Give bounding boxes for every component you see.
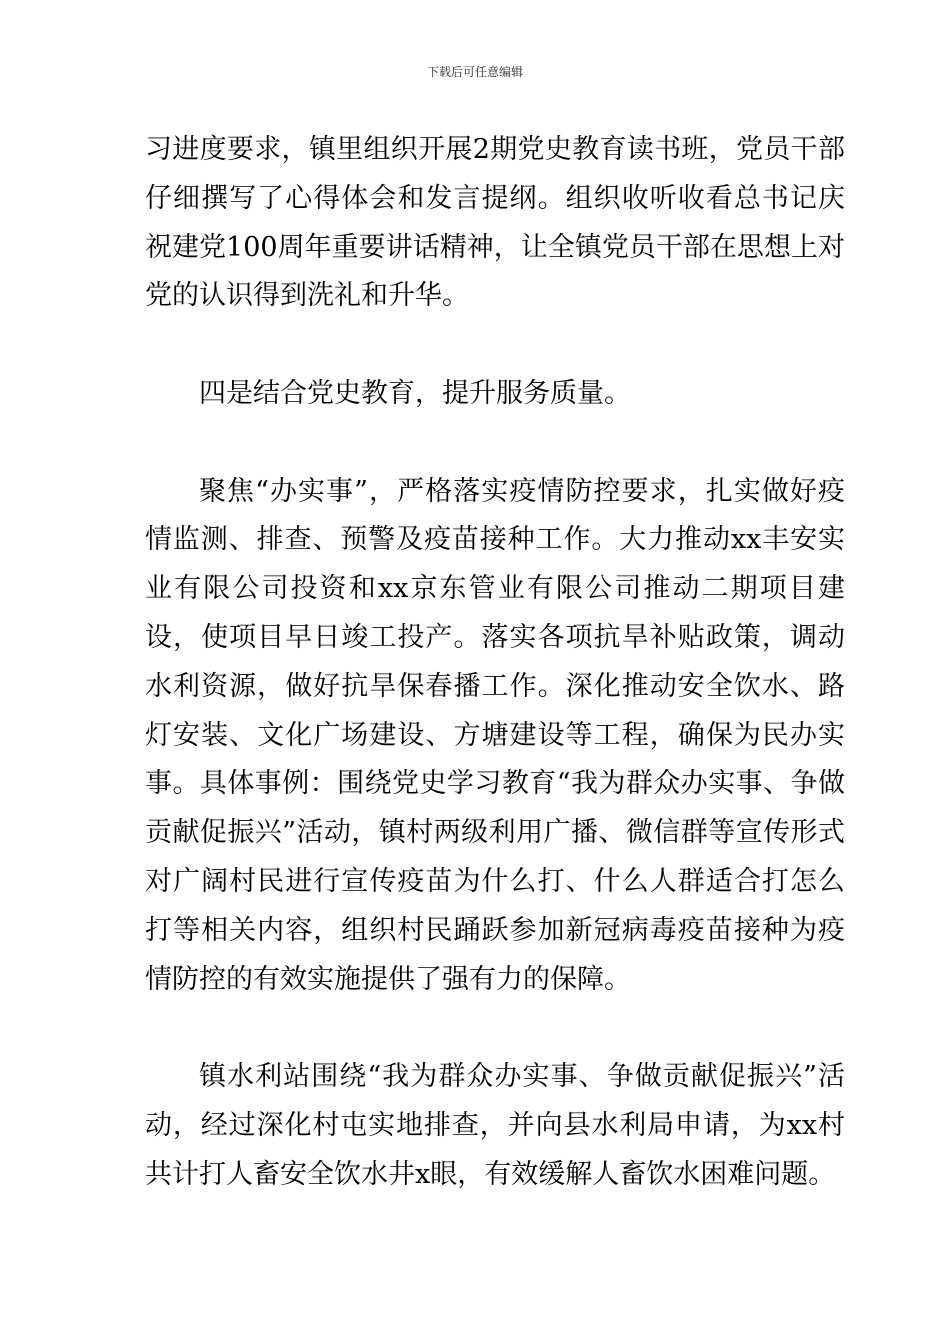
paragraph-spacer — [145, 419, 845, 468]
paragraph-study-progress: 习进度要求，镇里组织开展2期党史教育读书班，党员干部仔细撰写了心得体会和发言提纲。组织收听收看总书记庆祝建党100周年重要讲话精神，让全镇党员干部在思想上对党的认识得到洗礼和升华。 — [145, 134, 845, 312]
document-body — [145, 126, 845, 1200]
paragraph-water-station: 镇水利站围绕“我为群众办实事、争做贡献促振兴”活动，经过深化村屯实地排查，并向县水利局申请，为xx村共计打人畜安全饮水井x眼，有效缓解人畜饮水困难问题。 — [145, 1061, 845, 1190]
page-header-watermark: 下载后可任意编辑 — [426, 65, 523, 79]
paragraph-spacer — [145, 1004, 845, 1053]
paragraph-spacer — [145, 321, 845, 370]
section-heading-service-quality: 四是结合党史教育，提升服务质量。 — [199, 377, 631, 409]
paragraph-practical-matters: 聚焦“办实事”，严格落实疫情防控要求，扎实做好疫情监测、排查、预警及疫苗接种工作。大力推动xx丰安实业有限公司投资和xx京东管业有限公司推动二期项目建设，使项目早日竣工投产。落实各项抗旱补贴政策，调动水利资源，做好抗旱保春播工作。深化推动安全饮水、路灯安装、文化广场建设、方塘建设等工程，确保为民办实事。具体事例：围绕党史学习教育“我为群众办实事、争做贡献促振兴”活动，镇村两级利用广播、微信群等宣传形式对广阔村民进行宣传疫苗为什么打、什么人群适合打怎么打等相关内容，组织村民踊跃参加新冠病毒疫苗接种为疫情防控的有效实施提供了强有力的保障。 — [145, 475, 845, 995]
